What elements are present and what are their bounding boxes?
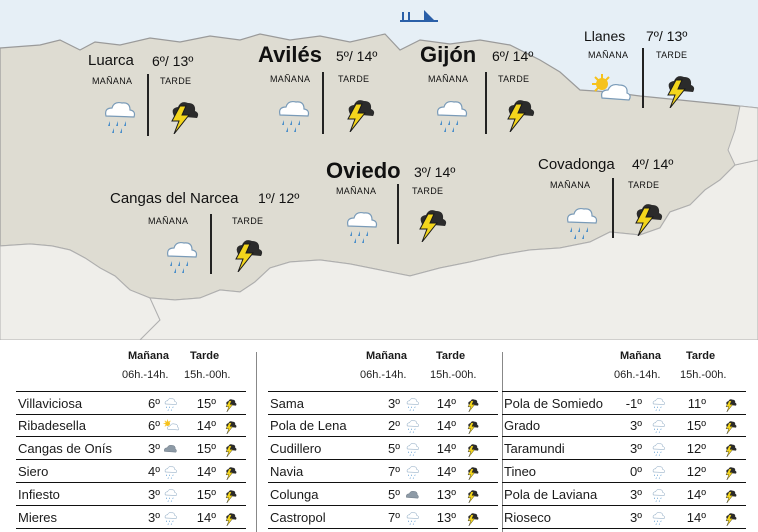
location-name: Infiesto [18, 487, 60, 502]
tarde-hours: 15h.-00h. [430, 369, 477, 381]
max-temp: 15º [196, 441, 216, 456]
map-marker-icon [400, 10, 438, 22]
manana-label: MAÑANA [336, 186, 377, 196]
divider [642, 48, 644, 108]
min-temp: 3º [148, 510, 160, 525]
rain-icon [340, 206, 380, 251]
city-name: Llanes [584, 28, 626, 44]
table-row [268, 483, 498, 506]
min-temp: 3º [630, 441, 642, 456]
table-row [268, 437, 498, 460]
rain-icon [404, 510, 420, 531]
min-temp: 3º [630, 418, 642, 433]
city-name: Covadonga [538, 156, 615, 173]
location-name: Sama [270, 396, 304, 411]
tarde-label: TARDE [338, 74, 370, 84]
table-row [502, 506, 746, 529]
storm-icon [722, 464, 738, 485]
tarde-label: TARDE [498, 74, 530, 84]
divider [485, 72, 487, 134]
max-temp: 14º [196, 510, 216, 525]
location-name: Navia [270, 464, 304, 479]
manana-label: MAÑANA [588, 50, 629, 60]
min-temp: 3º [630, 487, 642, 502]
manana-label: MAÑANA [550, 180, 591, 190]
rain-icon [560, 202, 600, 247]
rain-icon [650, 418, 666, 439]
min-temp: 7º [388, 464, 400, 479]
storm-icon [722, 441, 738, 462]
city-temps: 6º/ 13º [152, 53, 194, 69]
storm-icon [464, 464, 480, 485]
column-separator [256, 352, 257, 532]
max-temp: 13º [436, 487, 456, 502]
storm-icon [222, 441, 238, 462]
max-temp: 14º [436, 418, 456, 433]
tarde-label: TARDE [232, 216, 264, 226]
rain-icon [98, 96, 138, 141]
table-row [16, 437, 246, 460]
tarde-label: TARDE [412, 186, 444, 196]
rain-icon [650, 487, 666, 508]
storm-icon [464, 510, 480, 531]
table-row [268, 506, 498, 529]
city-name: Avilés [258, 42, 323, 67]
location-name: Pola de Somiedo [504, 396, 604, 411]
max-temp: 15º [196, 487, 216, 502]
table-row [502, 437, 746, 460]
city-temps: 5º/ 14º [336, 48, 378, 64]
divider [612, 178, 614, 238]
manana-label: MAÑANA [270, 74, 311, 84]
rain-icon [162, 510, 178, 531]
tarde-header: Tarde [436, 350, 466, 362]
rain-icon [404, 441, 420, 462]
storm-icon [226, 232, 266, 277]
rain-icon [430, 95, 470, 140]
table-row [502, 414, 746, 437]
table-row [502, 391, 746, 415]
rain-icon [162, 464, 178, 485]
rain-icon [272, 95, 312, 140]
max-temp: 12º [686, 464, 706, 479]
storm-icon [410, 202, 450, 247]
location-name: Colunga [270, 487, 319, 502]
min-temp: 0º [630, 464, 642, 479]
storm-icon [222, 418, 238, 439]
location-name: Tineo [504, 464, 537, 479]
divider [210, 214, 212, 274]
city-temps: 3º/ 14º [414, 164, 456, 180]
max-temp: 14º [436, 396, 456, 411]
table-row [16, 391, 246, 415]
manana-hours: 06h.-14h. [614, 369, 661, 381]
table-row [16, 506, 246, 529]
manana-hours: 06h.-14h. [122, 369, 169, 381]
city-temps: 1º/ 12º [258, 190, 300, 206]
storm-icon [722, 418, 738, 439]
city-name: Cangas del Narcea [110, 190, 239, 207]
forecast-column [502, 340, 746, 532]
max-temp: 14º [196, 464, 216, 479]
min-temp: 5º [388, 487, 400, 502]
city-temps: 4º/ 14º [632, 156, 674, 172]
tarde-hours: 15h.-00h. [680, 369, 727, 381]
divider [397, 184, 399, 244]
rain-icon [404, 464, 420, 485]
min-temp: 7º [388, 510, 400, 525]
min-temp: 3º [148, 441, 160, 456]
cloud-icon [162, 441, 178, 462]
storm-icon [722, 510, 738, 531]
rain-icon [404, 418, 420, 439]
max-temp: 14º [436, 464, 456, 479]
rain-icon [162, 487, 178, 508]
location-name: Grado [504, 418, 541, 433]
storm-icon [498, 92, 538, 137]
table-row [16, 414, 246, 437]
divider [322, 72, 324, 134]
location-name: Mieres [18, 510, 58, 525]
min-temp: 6º [148, 418, 160, 433]
location-name: Castropol [270, 510, 326, 525]
table-row [16, 483, 246, 506]
rain-icon [650, 510, 666, 531]
city-temps: 7º/ 13º [646, 28, 688, 44]
manana-label: MAÑANA [428, 74, 469, 84]
cloud-icon [404, 487, 420, 508]
storm-icon [464, 487, 480, 508]
min-temp: 5º [388, 441, 400, 456]
min-temp: 4º [148, 464, 160, 479]
table-row [268, 414, 498, 437]
location-name: Rioseco [504, 510, 551, 525]
location-name: Cangas de Onís [18, 441, 112, 456]
rain-icon [160, 236, 200, 281]
tarde-header: Tarde [686, 350, 716, 362]
min-temp: 6º [148, 396, 160, 411]
max-temp: 13º [436, 510, 456, 525]
tarde-hours: 15h.-00h. [184, 369, 231, 381]
rain-icon [650, 441, 666, 462]
table-row [268, 391, 498, 415]
city-name: Gijón [420, 42, 477, 67]
min-temp: -1º [625, 396, 642, 411]
location-name: Pola de Lena [270, 418, 347, 433]
forecast-column [268, 340, 498, 532]
storm-icon [222, 464, 238, 485]
sun-cloud-icon [588, 70, 632, 115]
storm-icon [338, 92, 378, 137]
storm-icon [464, 418, 480, 439]
city-temps: 6º/ 14º [492, 48, 534, 64]
rain-icon [650, 464, 666, 485]
tarde-label: TARDE [628, 180, 660, 190]
location-name: Pola de Laviana [504, 487, 598, 502]
sunrain-icon [162, 418, 180, 439]
max-temp: 12º [686, 441, 706, 456]
storm-icon [626, 196, 666, 241]
max-temp: 14º [196, 418, 216, 433]
table-row [268, 460, 498, 483]
manana-hours: 06h.-14h. [360, 369, 407, 381]
max-temp: 15º [686, 418, 706, 433]
max-temp: 14º [436, 441, 456, 456]
manana-header: Mañana [128, 350, 169, 362]
max-temp: 14º [686, 487, 706, 502]
min-temp: 3º [148, 487, 160, 502]
storm-icon [222, 510, 238, 531]
manana-header: Mañana [366, 350, 407, 362]
storm-icon [658, 68, 698, 113]
tarde-label: TARDE [160, 76, 192, 86]
manana-label: MAÑANA [92, 76, 133, 86]
min-temp: 3º [388, 396, 400, 411]
min-temp: 2º [388, 418, 400, 433]
storm-icon [722, 487, 738, 508]
storm-icon [222, 487, 238, 508]
forecast-column [16, 340, 246, 532]
location-name: Cudillero [270, 441, 322, 456]
storm-icon [464, 441, 480, 462]
location-name: Siero [18, 464, 49, 479]
tarde-label: TARDE [656, 50, 688, 60]
location-name: Villaviciosa [18, 396, 83, 411]
city-name: Oviedo [326, 158, 401, 183]
city-name: Luarca [88, 52, 134, 69]
min-temp: 3º [630, 510, 642, 525]
max-temp: 11º [687, 396, 706, 411]
table-row [502, 483, 746, 506]
manana-label: MAÑANA [148, 216, 189, 226]
table-row [502, 460, 746, 483]
divider [147, 74, 149, 136]
table-row [16, 460, 246, 483]
manana-header: Mañana [620, 350, 661, 362]
max-temp: 15º [196, 396, 216, 411]
location-name: Ribadesella [18, 418, 86, 433]
location-name: Taramundi [504, 441, 565, 456]
forecast-tables [0, 340, 758, 532]
storm-icon [162, 94, 202, 139]
max-temp: 14º [686, 510, 706, 525]
tarde-header: Tarde [190, 350, 220, 362]
